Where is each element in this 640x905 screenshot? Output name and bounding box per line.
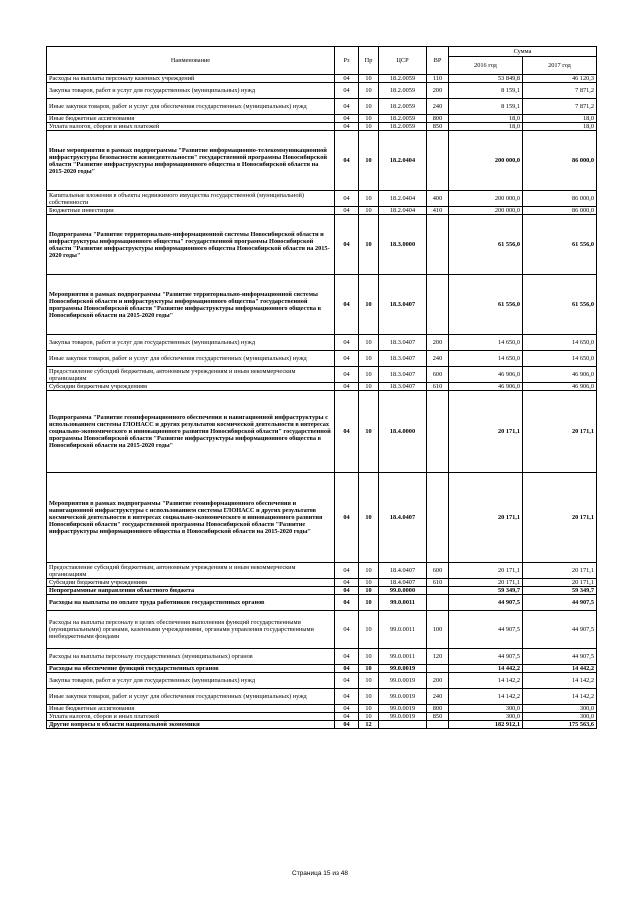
cell-s2016: 44 907,5: [449, 611, 523, 649]
cell-s2017: 20 171,1: [523, 473, 597, 563]
cell-csr: 99.0.0000: [379, 587, 427, 595]
cell-s2017: 20 171,1: [523, 563, 597, 579]
cell-csr: 18.4.0000: [379, 391, 427, 473]
cell-s2017: 46 906,0: [523, 367, 597, 383]
cell-s2016: 14 442,2: [449, 665, 523, 673]
cell-vr: [427, 391, 449, 473]
cell-s2016: 20 171,1: [449, 563, 523, 579]
cell-s2016: 20 171,1: [449, 391, 523, 473]
table-row: [47, 713, 597, 721]
cell-name: Иные бюджетные ассигнования: [47, 115, 335, 123]
cell-pr: 10: [359, 131, 379, 191]
cell-pr: 12: [359, 721, 379, 729]
cell-s2016: 14 142,2: [449, 689, 523, 705]
cell-name: Предоставление субсидий бюджетным, автономным учреждениям и иным некоммерческим организациям: [47, 367, 335, 383]
cell-pr: 10: [359, 99, 379, 115]
cell-rz: 04: [335, 705, 359, 713]
table-row: [47, 705, 597, 713]
cell-s2017: 61 556,0: [523, 215, 597, 275]
table-row: [47, 275, 597, 335]
cell-csr: 99.0.0019: [379, 705, 427, 713]
cell-s2017: 86 000,0: [523, 131, 597, 191]
cell-rz: 04: [335, 689, 359, 705]
cell-pr: 10: [359, 335, 379, 351]
cell-s2016: 8 159,1: [449, 99, 523, 115]
cell-s2017: 18,0: [523, 123, 597, 131]
cell-rz: 04: [335, 665, 359, 673]
cell-csr: [379, 721, 427, 729]
cell-s2016: 8 159,1: [449, 83, 523, 99]
cell-name: Расходы на выплаты по оплате труда работников государственных органов: [47, 595, 335, 611]
cell-s2017: 14 142,2: [523, 689, 597, 705]
cell-s2017: 20 171,1: [523, 391, 597, 473]
header-year-2016: 2016 год: [449, 57, 523, 75]
cell-s2017: 175 563,6: [523, 721, 597, 729]
cell-vr: [427, 215, 449, 275]
table-row: [47, 587, 597, 595]
cell-s2016: 14 650,0: [449, 351, 523, 367]
cell-s2017: 46 120,3: [523, 75, 597, 83]
table-row: [47, 335, 597, 351]
cell-pr: 10: [359, 123, 379, 131]
cell-name: Субсидии бюджетным учреждениям: [47, 579, 335, 587]
cell-s2016: 200 000,0: [449, 131, 523, 191]
table-row: [47, 383, 597, 391]
cell-s2016: 14 650,0: [449, 335, 523, 351]
cell-vr: 110: [427, 75, 449, 83]
table-row: [47, 563, 597, 579]
cell-pr: 10: [359, 689, 379, 705]
header-year-2017: 2017 год: [523, 57, 597, 75]
cell-name: Расходы на обеспечение функций государственных органов: [47, 665, 335, 673]
table-row: [47, 123, 597, 131]
cell-csr: 99.0.0019: [379, 665, 427, 673]
cell-s2016: 46 906,0: [449, 367, 523, 383]
cell-s2017: 46 906,0: [523, 383, 597, 391]
cell-pr: 10: [359, 275, 379, 335]
cell-csr: 99.0.0011: [379, 611, 427, 649]
header-pr: Пр: [359, 47, 379, 75]
cell-csr: 99.0.0019: [379, 713, 427, 721]
cell-rz: 04: [335, 721, 359, 729]
cell-s2016: 44 907,5: [449, 595, 523, 611]
cell-rz: 04: [335, 611, 359, 649]
table-row: [47, 689, 597, 705]
header-rz: Рз: [335, 47, 359, 75]
cell-vr: [427, 275, 449, 335]
cell-csr: 18.2.0059: [379, 123, 427, 131]
cell-s2016: 182 912,1: [449, 721, 523, 729]
cell-rz: 04: [335, 563, 359, 579]
table-row: [47, 665, 597, 673]
table-row: [47, 75, 597, 83]
cell-rz: 04: [335, 99, 359, 115]
cell-name: Непрограммные направления областного бюджета: [47, 587, 335, 595]
cell-rz: 04: [335, 215, 359, 275]
cell-s2016: 18,0: [449, 115, 523, 123]
cell-rz: 04: [335, 131, 359, 191]
cell-name: Капитальные вложения в объекты недвижимого имущества государственной (муниципальной) собственности: [47, 191, 335, 207]
cell-s2017: 14 650,0: [523, 351, 597, 367]
cell-pr: 10: [359, 351, 379, 367]
cell-rz: 04: [335, 115, 359, 123]
cell-s2017: 86 000,0: [523, 207, 597, 215]
cell-name: Иные закупки товаров, работ и услуг для обеспечения государственных (муниципальных) нужд: [47, 689, 335, 705]
cell-csr: 18.2.0404: [379, 207, 427, 215]
cell-name: Закупка товаров, работ и услуг для государственных (муниципальных) нужд: [47, 335, 335, 351]
table-row: [47, 99, 597, 115]
table-row: [47, 649, 597, 665]
cell-vr: 240: [427, 99, 449, 115]
cell-vr: 100: [427, 611, 449, 649]
table-body: [47, 75, 597, 729]
cell-csr: 18.2.0404: [379, 131, 427, 191]
cell-s2017: 300,0: [523, 705, 597, 713]
cell-vr: [427, 131, 449, 191]
cell-csr: 18.2.0404: [379, 191, 427, 207]
cell-vr: [427, 473, 449, 563]
cell-s2017: 7 871,2: [523, 99, 597, 115]
cell-pr: 10: [359, 215, 379, 275]
cell-s2016: 61 556,0: [449, 275, 523, 335]
table-row: [47, 215, 597, 275]
cell-pr: 10: [359, 563, 379, 579]
cell-csr: 18.4.0407: [379, 563, 427, 579]
budget-table: [46, 46, 597, 729]
cell-s2016: 300,0: [449, 705, 523, 713]
cell-rz: 04: [335, 473, 359, 563]
table-row: [47, 207, 597, 215]
cell-rz: 04: [335, 75, 359, 83]
cell-rz: 04: [335, 587, 359, 595]
cell-s2017: 59 349,7: [523, 587, 597, 595]
cell-pr: 10: [359, 713, 379, 721]
cell-name: Расходы на выплаты персоналу государственных (муниципальных) органов: [47, 649, 335, 665]
cell-name: Другие вопросы в области национальной экономики: [47, 721, 335, 729]
cell-pr: 10: [359, 673, 379, 689]
cell-rz: 04: [335, 123, 359, 131]
cell-pr: 10: [359, 367, 379, 383]
cell-vr: [427, 595, 449, 611]
cell-vr: 200: [427, 673, 449, 689]
table-row: [47, 351, 597, 367]
cell-pr: 10: [359, 75, 379, 83]
cell-pr: 10: [359, 115, 379, 123]
table-row: [47, 131, 597, 191]
cell-name: Бюджетные инвестиции: [47, 207, 335, 215]
cell-csr: 99.0.0011: [379, 649, 427, 665]
cell-vr: 410: [427, 207, 449, 215]
cell-name: Закупка товаров, работ и услуг для государственных (муниципальных) нужд: [47, 83, 335, 99]
cell-vr: 400: [427, 191, 449, 207]
cell-vr: 610: [427, 579, 449, 587]
cell-vr: 850: [427, 123, 449, 131]
cell-csr: 18.3.0407: [379, 275, 427, 335]
cell-pr: 10: [359, 191, 379, 207]
cell-rz: 04: [335, 367, 359, 383]
cell-name: Предоставление субсидий бюджетным, автономным учреждениям и иным некоммерческим организациям: [47, 563, 335, 579]
cell-vr: 800: [427, 115, 449, 123]
cell-s2016: 59 349,7: [449, 587, 523, 595]
cell-vr: 850: [427, 713, 449, 721]
cell-rz: 04: [335, 391, 359, 473]
cell-pr: 10: [359, 473, 379, 563]
cell-csr: 18.2.0059: [379, 115, 427, 123]
cell-s2017: 14 442,2: [523, 665, 597, 673]
cell-name: Иные закупки товаров, работ и услуг для обеспечения государственных (муниципальных) нужд: [47, 99, 335, 115]
cell-pr: 10: [359, 391, 379, 473]
cell-s2017: 20 171,1: [523, 579, 597, 587]
cell-csr: 99.0.0019: [379, 673, 427, 689]
table-row: [47, 473, 597, 563]
cell-name: Расходы на выплаты персоналу казенных учреждений: [47, 75, 335, 83]
header-sum: Сумма: [449, 47, 597, 57]
cell-s2017: 14 142,2: [523, 673, 597, 689]
cell-s2016: 61 556,0: [449, 215, 523, 275]
cell-rz: 04: [335, 275, 359, 335]
cell-s2017: 18,0: [523, 115, 597, 123]
cell-pr: 10: [359, 83, 379, 99]
cell-pr: 10: [359, 579, 379, 587]
cell-pr: 10: [359, 665, 379, 673]
cell-s2017: 44 907,5: [523, 611, 597, 649]
table-row: [47, 115, 597, 123]
table-row: [47, 391, 597, 473]
header-csr: ЦСР: [379, 47, 427, 75]
table-row: [47, 83, 597, 99]
cell-s2017: 7 871,2: [523, 83, 597, 99]
cell-pr: 10: [359, 649, 379, 665]
cell-rz: 04: [335, 383, 359, 391]
cell-s2017: 61 556,0: [523, 275, 597, 335]
header-vr: ВР: [427, 47, 449, 75]
cell-csr: 99.0.0011: [379, 595, 427, 611]
cell-pr: 10: [359, 595, 379, 611]
cell-vr: 600: [427, 563, 449, 579]
cell-name: Расходы на выплаты персоналу в целях обеспечения выполнения функций государственными (муниципальными) органами, казенными учреждениями, органами управления государственными внебюджетными фондами: [47, 611, 335, 649]
cell-csr: 18.2.0059: [379, 83, 427, 99]
cell-name: Иные мероприятия в рамках подпрограммы "Развитие информационно-телекоммуникационной инфраструктуры безопасности жизнедеятельности" государственной программы Новосибирской области "Развитие инфраструктуры информационного общества в Новосибирской области на 2015-2020 годы": [47, 131, 335, 191]
cell-vr: 200: [427, 335, 449, 351]
cell-vr: [427, 665, 449, 673]
cell-rz: 04: [335, 335, 359, 351]
cell-rz: 04: [335, 595, 359, 611]
cell-vr: 600: [427, 367, 449, 383]
cell-name: Иные бюджетные ассигнования: [47, 705, 335, 713]
cell-csr: 18.3.0407: [379, 335, 427, 351]
cell-vr: 610: [427, 383, 449, 391]
table-row: [47, 673, 597, 689]
cell-vr: [427, 721, 449, 729]
cell-name: Подпрограмма "Развитие территориально-информационной системы Новосибирской области и инфраструктуры информационного общества" государственной программы Новосибирской области "Развитие инфраструктуры информационного общества Новосибирской области на 2015-2020 годы": [47, 215, 335, 275]
cell-csr: 18.2.0059: [379, 99, 427, 115]
cell-pr: 10: [359, 587, 379, 595]
cell-csr: 18.4.0407: [379, 579, 427, 587]
cell-s2017: 44 907,5: [523, 649, 597, 665]
table-row: [47, 367, 597, 383]
table-row: [47, 595, 597, 611]
table-row: [47, 579, 597, 587]
cell-vr: [427, 587, 449, 595]
header-name: Наименование: [47, 47, 335, 75]
cell-s2016: 14 142,2: [449, 673, 523, 689]
cell-csr: 18.2.0059: [379, 75, 427, 83]
cell-csr: 99.0.0019: [379, 689, 427, 705]
table-row: [47, 611, 597, 649]
cell-pr: 10: [359, 207, 379, 215]
cell-s2016: 200 000,0: [449, 207, 523, 215]
cell-s2016: 44 907,5: [449, 649, 523, 665]
cell-s2016: 20 171,1: [449, 473, 523, 563]
cell-name: Подпрограмма "Развитие геоинформационного обеспечения и навигационной инфраструктуры с использованием системы ГЛОНАСС и других результатов космической деятельности в интересах социально-экономического и инновационного развития Новосибирской области" государственной программы Новосибирской области "Развитие инфраструктуры информационного общества в Новосибирской области на 2015-2020 годы": [47, 391, 335, 473]
header-row-1: [47, 47, 597, 57]
cell-name: Субсидии бюджетным учреждениям: [47, 383, 335, 391]
cell-name: Иные закупки товаров, работ и услуг для обеспечения государственных (муниципальных) нужд: [47, 351, 335, 367]
cell-s2017: 86 000,0: [523, 191, 597, 207]
table-row: [47, 191, 597, 207]
cell-rz: 04: [335, 649, 359, 665]
cell-s2017: 44 907,5: [523, 595, 597, 611]
cell-s2016: 200 000,0: [449, 191, 523, 207]
cell-name: Закупка товаров, работ и услуг для государственных (муниципальных) нужд: [47, 673, 335, 689]
cell-rz: 04: [335, 207, 359, 215]
cell-vr: 800: [427, 705, 449, 713]
cell-s2016: 53 849,8: [449, 75, 523, 83]
cell-csr: 18.4.0407: [379, 473, 427, 563]
cell-rz: 04: [335, 191, 359, 207]
cell-csr: 18.3.0407: [379, 351, 427, 367]
cell-pr: 10: [359, 611, 379, 649]
cell-s2016: 18,0: [449, 123, 523, 131]
cell-s2016: 20 171,1: [449, 579, 523, 587]
cell-s2016: 300,0: [449, 713, 523, 721]
table-row: [47, 721, 597, 729]
cell-pr: 10: [359, 383, 379, 391]
cell-rz: 04: [335, 713, 359, 721]
cell-s2016: 46 906,0: [449, 383, 523, 391]
cell-csr: 18.3.0407: [379, 367, 427, 383]
cell-csr: 18.3.0407: [379, 383, 427, 391]
cell-rz: 04: [335, 579, 359, 587]
cell-rz: 04: [335, 83, 359, 99]
cell-name: Уплата налогов, сборов и иных платежей: [47, 713, 335, 721]
cell-name: Мероприятия в рамках подпрограммы "Развитие геоинформационного обеспечения и навигационной инфраструктуры с использованием системы ГЛОНАСС и других результатов космической деятельности в интересах социально-экономического и инновационного развития Новосибирской области" государственной программы Новосибирской области "Развитие инфраструктуры информационного общества в Новосибирской области на 2015-2020 годы": [47, 473, 335, 563]
cell-rz: 04: [335, 673, 359, 689]
cell-pr: 10: [359, 705, 379, 713]
cell-vr: 240: [427, 689, 449, 705]
cell-vr: 200: [427, 83, 449, 99]
cell-rz: 04: [335, 351, 359, 367]
cell-s2017: 300,0: [523, 713, 597, 721]
page-footer: Страница 15 из 48: [292, 870, 348, 877]
cell-vr: 120: [427, 649, 449, 665]
cell-vr: 240: [427, 351, 449, 367]
cell-s2017: 14 650,0: [523, 335, 597, 351]
cell-name: Мероприятия в рамках подпрограммы "Развитие территориально-информационной системы Новосибирской области и инфраструктуры информационного общества" государственной программы Новосибирской области "Развитие инфраструктуры информационного общества в Новосибирской области на 2015-2020 годы": [47, 275, 335, 335]
cell-csr: 18.3.0000: [379, 215, 427, 275]
cell-name: Уплата налогов, сборов и иных платежей: [47, 123, 335, 131]
